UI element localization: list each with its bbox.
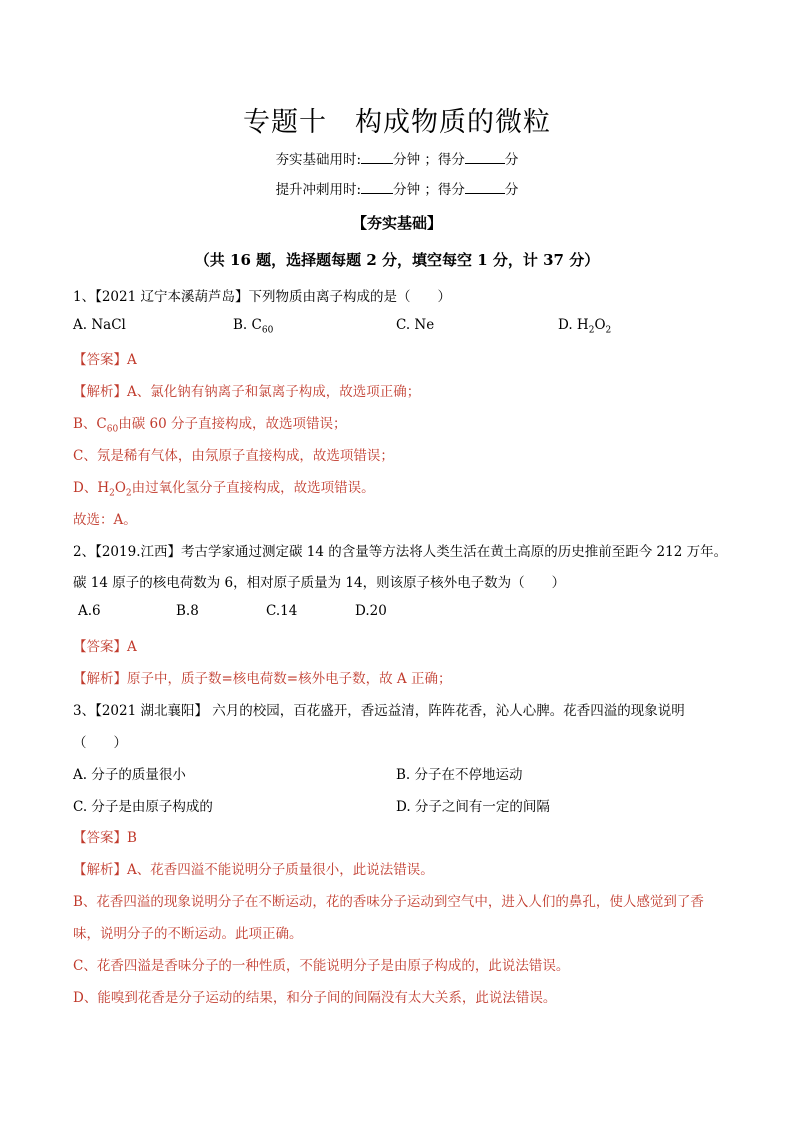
question-1-option-b: B. $C_{60}$ bbox=[233, 317, 274, 336]
question-1-option-d: D. $H_2O_2$ bbox=[558, 317, 612, 336]
question-2-explanation: 【解析】原子中，质子数=核电荷数=核外电子数，故 A 正确； bbox=[73, 671, 452, 687]
question-3-explanation-b-line-2: 味，说明分子的不断运动。此项正确。 bbox=[73, 926, 303, 942]
question-3-stem-line-2: （ ） bbox=[73, 735, 127, 751]
question-1-stem: 1、【2021 辽宁本溪葫芦岛】下列物质由离子构成的是（ ） bbox=[73, 289, 451, 305]
question-2-stem-line-1: 2、【2019.江西】考古学家通过测定碳 14 的含量等方法将人类生活在黄土高原的历史推前至距今 212 万年。 bbox=[73, 544, 728, 560]
question-2-option-a: A.6 bbox=[78, 603, 101, 619]
question-3-answer: 【答案】B bbox=[73, 830, 137, 846]
time-score-line-basic: 夯实基础用时: 分钟 ；得分 分 bbox=[275, 152, 519, 168]
section-heading: 【夯实基础】 bbox=[351, 214, 442, 232]
question-2-answer: 【答案】A bbox=[73, 639, 137, 655]
question-2-option-b: B.8 bbox=[176, 603, 199, 619]
question-3-explanation-c: C、花香四溢是香味分子的一种性质，不能说明分子是由原子构成的，此说法错误。 bbox=[73, 958, 570, 974]
question-1-option-a: A. NaCl bbox=[73, 317, 126, 333]
question-3-option-c: C. 分子是由原子构成的 bbox=[73, 799, 213, 815]
section-note: （共 16 题，选择题每题 2 分，填空每空 1 分，计 37 分） bbox=[194, 251, 600, 269]
question-1-option-c: C. Ne bbox=[396, 317, 435, 333]
time-blank bbox=[361, 151, 393, 164]
score-blank bbox=[465, 181, 505, 194]
question-1-explanation-d: D、$H_2O_2$由过氧化氢分子直接构成，故选项错误。 bbox=[73, 480, 375, 499]
question-2-option-c: C.14 bbox=[266, 603, 298, 619]
question-3-explanation-d: D、能嗅到花香是分子运动的结果，和分子间的间隔没有太大关系，此说法错误。 bbox=[73, 990, 557, 1006]
question-3-explanation-b-line-1: B、花香四溢的现象说明分子在不断运动，花的香味分子运动到空气中，进入人们的鼻孔，使人感觉到了香 bbox=[73, 894, 704, 910]
score-blank bbox=[465, 151, 505, 164]
question-1-explanation-a: 【解析】A、氯化钠有钠离子和氯离子构成，故选项正确； bbox=[73, 384, 421, 400]
page-title: 专题十 构成物质的微粒 bbox=[243, 107, 551, 138]
time-blank bbox=[361, 181, 393, 194]
question-1-explanation-c: C、氖是稀有气体，由氖原子直接构成，故选项错误； bbox=[73, 448, 394, 464]
question-3-explanation-a: 【解析】A、花香四溢不能说明分子质量很小，此说法错误。 bbox=[73, 862, 434, 878]
question-3-option-d: D. 分子之间有一定的间隔 bbox=[396, 799, 550, 815]
question-1-answer: 【答案】A bbox=[73, 352, 137, 368]
question-1-conclusion: 故选：A。 bbox=[73, 512, 137, 528]
question-1-explanation-b: B、$C_{60}$由碳 60 分子直接构成，故选项错误； bbox=[73, 416, 347, 435]
question-2-option-d: D.20 bbox=[355, 603, 387, 619]
question-2-stem-line-2: 碳 14 原子的核电荷数为 6，相对原子质量为 14，则该原子核外电子数为（ ） bbox=[73, 575, 566, 591]
question-3-option-b: B. 分子在不停地运动 bbox=[396, 767, 523, 783]
time-score-line-advanced: 提升冲刺用时: 分钟 ；得分 分 bbox=[275, 182, 519, 198]
question-3-option-a: A. 分子的质量很小 bbox=[73, 767, 186, 783]
question-3-stem-line-1: 3、【2021 湖北襄阳】 六月的校园，百花盛开，香远益清，阵阵花香，沁人心脾。花香四溢的现象说明 bbox=[73, 703, 685, 719]
